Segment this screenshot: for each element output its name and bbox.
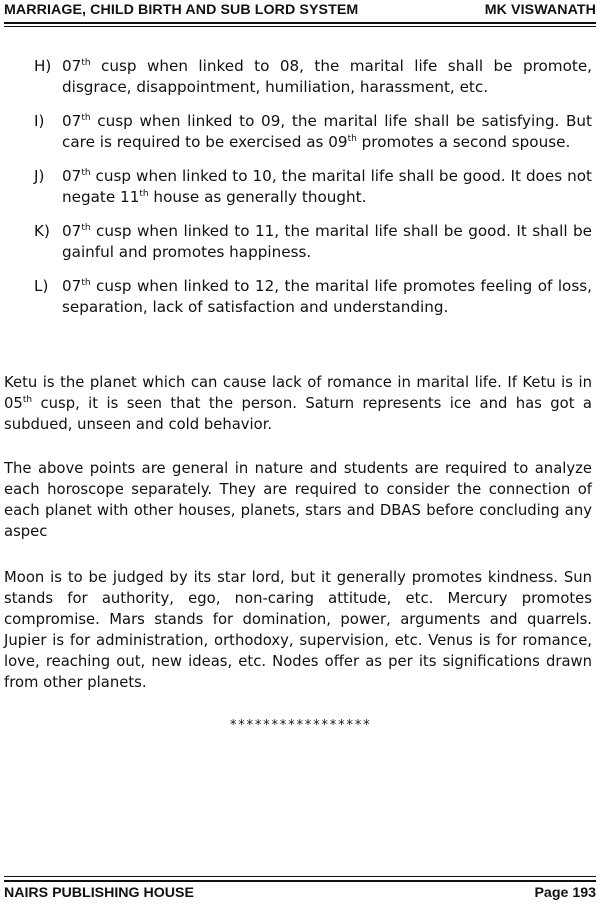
running-footer xyxy=(4,885,596,901)
paragraph-ketu: Ketu is the planet which can cause lack of romance in marital life. If Ketu is in 05th cusp, it is seen that the person. Saturn represents ice and has got a subdued, unseen and cold behavior. xyxy=(4,374,592,433)
paragraph-general-points: The above points are general in nature and students are required to analyze each horoscope separately. They are required to consider the connection of each planet with other houses, planets, stars and DBAS before concluding any aspec xyxy=(4,460,592,540)
footer-publisher: NAIRS PUBLISHING HOUSE xyxy=(4,885,194,901)
list-item-text: 07th cusp when linked to 11, the marital life shall be good. It shall be gainful and promotes happiness. xyxy=(62,222,592,261)
header-author: MK VISWANATH xyxy=(484,2,596,18)
footer-rule-thick xyxy=(4,880,596,882)
list-item-text: 07th cusp when linked to 08, the marital life shall be promote, disgrace, disappointment, humiliation, harassment, etc. xyxy=(62,57,592,96)
paragraph-planets: Moon is to be judged by its star lord, but it generally promotes kindness. Sun stands for authority, ego, non-caring attitude, etc. Mercury promotes compromise. Mars stands for domination, power, arguments and quarrels. Jupier is for administration, orthodoxy, supervision, etc. Venus is for romance, love, reaching out, new ideas, etc. Nodes offer as per its significations drawn from other planets. xyxy=(4,569,592,691)
list-item-text: 07th cusp when linked to 10, the marital life shall be good. It does not negate 11th house as generally thought. xyxy=(62,167,592,206)
list-item-k xyxy=(34,221,592,263)
header-book-title: MARRIAGE, CHILD BIRTH AND SUB LORD SYSTEM xyxy=(4,2,359,18)
list-item-text: 07th cusp when linked to 12, the marital life promotes feeling of loss, separation, lack of satisfaction and understanding. xyxy=(62,277,592,316)
running-header xyxy=(4,2,596,18)
list-marker: J) xyxy=(34,167,45,185)
page-number: Page 193 xyxy=(534,885,596,901)
cusp-list xyxy=(34,56,592,331)
header-rule-thick xyxy=(4,22,596,24)
list-marker: K) xyxy=(34,222,50,240)
section-separator-stars: ***************** xyxy=(229,718,371,733)
list-marker: H) xyxy=(34,57,52,75)
list-item-j xyxy=(34,166,592,208)
footer-rule-thin xyxy=(4,876,596,877)
list-marker: L) xyxy=(34,277,49,295)
header-rule-thin xyxy=(4,26,596,27)
list-item-text: 07th cusp when linked to 09, the marital life shall be satisfying. But care is required to be exercised as 09th promotes a second spouse. xyxy=(62,112,592,151)
list-item-h xyxy=(34,56,592,98)
list-item-i xyxy=(34,111,592,153)
list-marker: I) xyxy=(34,112,45,130)
list-item-l xyxy=(34,276,592,318)
